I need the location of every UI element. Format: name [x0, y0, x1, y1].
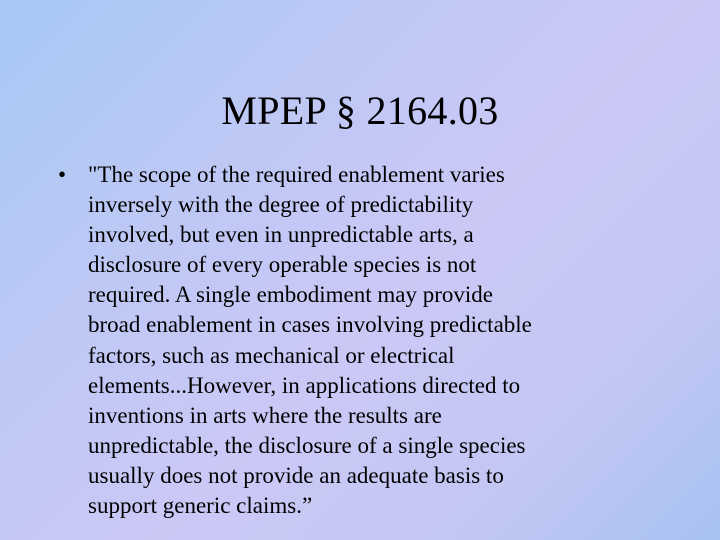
bullet-text: "The scope of the required enablement varies inversely with the degree of predictability involved, but even in unpredictable arts, a disclosure of every operable species is not required. A single embodiment may provide broad enablement in cases involving predictable factors, such as mechanical or electrical elements...However, in applications directed to inventions in arts where the results are unpredictable, the disclosure of a single species usually does not provide an adequate basis to support generic claims.”: [88, 162, 532, 519]
bullet-icon: •: [58, 162, 67, 187]
bullet-item: [58, 160, 658, 521]
bullet-list: [58, 160, 658, 521]
slide-title: MPEP § 2164.03: [221, 88, 499, 133]
